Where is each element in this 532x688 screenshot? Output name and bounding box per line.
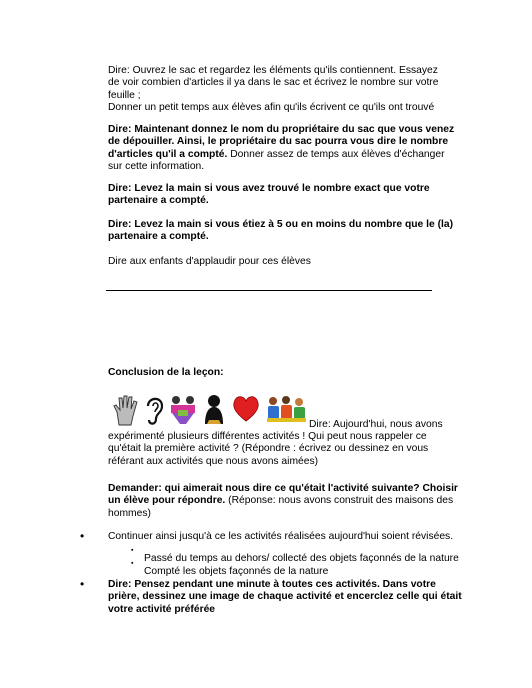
bullet-marker: • [80, 529, 85, 543]
instruction-paragraph-1 [108, 65, 460, 115]
ear-icon [144, 394, 166, 426]
praying-child-icon [201, 394, 227, 426]
bullet-item-2: Dire: Pensez pendant une minute à toutes ces activités. Dans votre prière, dessinez une image de chaque activité et encerclez celle qui était votre activité préférée [108, 579, 462, 615]
text-line: Dire: Ouvrez le sac et regardez les éléments qu'ils contiennent. Essayez [108, 65, 438, 76]
square-bullet-marker: ▪ [131, 560, 134, 567]
demander-bold: Demander: qui aimerait nous dire ce qu'était l'activité suivante? Choisir un élève pour répondre. [108, 483, 458, 507]
horizontal-rule [106, 290, 432, 291]
text-line: Donner un petit temps aux élèves afin qu'ils écrivent ce qu'ils ont trouvé [108, 102, 435, 114]
instruction-paragraph-5: Dire aux enfants d'applaudir pour ces élèves [108, 256, 311, 267]
heart-icon [232, 394, 260, 424]
demander-paragraph [108, 483, 460, 520]
conclusion-dire-inline: Dire: Aujourd'hui, nous avons [309, 419, 443, 430]
children-group-icon [264, 394, 308, 426]
bullet-marker: • [80, 577, 85, 591]
instruction-paragraph-2 [108, 124, 460, 174]
conclusion-heading: Conclusion de la leçon: [108, 367, 224, 378]
text-line: feuille ; [108, 89, 141, 101]
square-bullet-marker: ▪ [131, 547, 134, 554]
hand-icon [111, 394, 141, 426]
bullet-item-1: Continuer ainsi jusqu'à ce les activités réalisées aujourd'hui soient révisées. [108, 531, 454, 542]
normal-instruction: Donner assez de temps aux élèves d'échanger sur cette information. [108, 148, 445, 173]
kids-reading-icon [166, 394, 200, 426]
demander-answer: (Réponse: nous avons construit des maisons des hommes) [108, 495, 454, 519]
sub-bullet-2: Compté les objets façonnés de la nature [144, 566, 329, 578]
bold-instruction: Dire: Maintenant donnez le nom du propriétaire du sac que vous venez de dépouiller. Ainsi, le propriétaire du sac pourra vous dire le nombre d'articles qu'il a compté. [108, 124, 455, 160]
instruction-paragraph-3: Dire: Levez la main si vous avez trouvé le nombre exact que votre partenaire a compté. [108, 183, 430, 207]
conclusion-text: expérimenté plusieurs différentes activités ! Qui peut nous rappeler ce qu'était la première activité ? (Répondre : écrivez ou dessinez en vous référant aux activités que nous avons aimées) [108, 431, 429, 467]
sub-bullet-1: Passé du temps au dehors/ collecté des objets façonnés de la nature [144, 553, 459, 565]
text-line: de voir combien d'articles il ya dans le sac et écrivez le nombre sur votre [108, 77, 439, 89]
instruction-paragraph-4: Dire: Levez la main si vous étiez à 5 ou en moins du nombre que le (la) partenaire a compté. [108, 219, 454, 243]
